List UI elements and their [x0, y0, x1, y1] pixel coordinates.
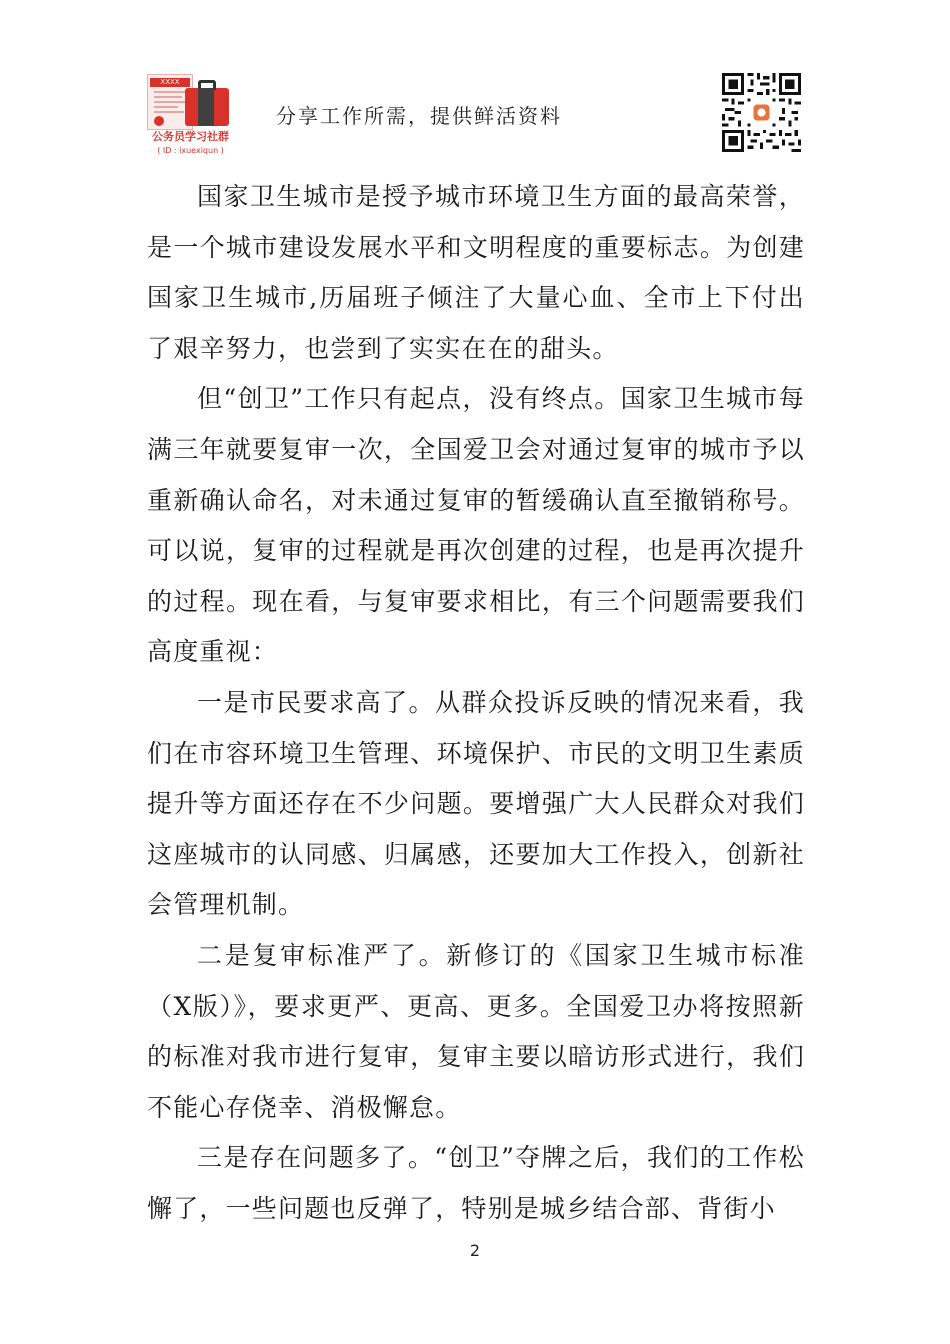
document-body — [147, 172, 805, 1234]
header-slogan: 分享工作所需，提供鲜活资料 — [276, 104, 562, 128]
page-header — [0, 0, 950, 165]
paragraph-1: 国家卫生城市是授予城市环境卫生方面的最高荣誉，是一个城市建设发展水平和文明程度的重要标志。为创建国家卫生城市,历届班子倾注了大量心血、全市上下付出了艰辛努力，也尝到了实实在在的甜头。 — [147, 182, 805, 363]
paragraph-2: 但“创卫”工作只有起点，没有终点。国家卫生城市每满三年就要复审一次，全国爱卫会对通过复审的城市予以重新确认命名，对未通过复审的暂缓确认直至撤销称号。可以说，复审的过程就是再次创建的过程，也是再次提升的过程。现在看，与复审要求相比，有三个问题需要我们高度重视： — [147, 384, 805, 667]
community-logo — [143, 72, 238, 158]
page-number: 2 — [469, 1241, 481, 1260]
paragraph-4: 二是复审标准严了。新修订的《国家卫生城市标准（X版）》，要求更严、更高、更多。全国爱卫办将按照新的标准对我市进行复审，复审主要以暗访形式进行，我们不能心存侥幸、消极懈怠。 — [147, 940, 805, 1122]
logo-id: ( ID : ixuexiqun ) — [157, 146, 224, 155]
qr-code-icon — [722, 73, 801, 152]
paragraph-5: 三是存在问题多了。“创卫”夺牌之后，我们的工作松懈了，一些问题也反弹了，特别是城乡结合部、背街小 — [147, 1143, 805, 1223]
logo-badge: XXXX — [150, 78, 190, 87]
paragraph-3: 一是市民要求高了。从群众投诉反映的情况来看，我们在市容环境卫生管理、环境保护、市民的文明卫生素质提升等方面还存在不少问题。要增强广大人民群众对我们这座城市的认同感、归属感，还要加大工作投入，创新社会管理机制。 — [147, 687, 805, 920]
logo-name: 公务员学习社群 — [152, 130, 229, 143]
